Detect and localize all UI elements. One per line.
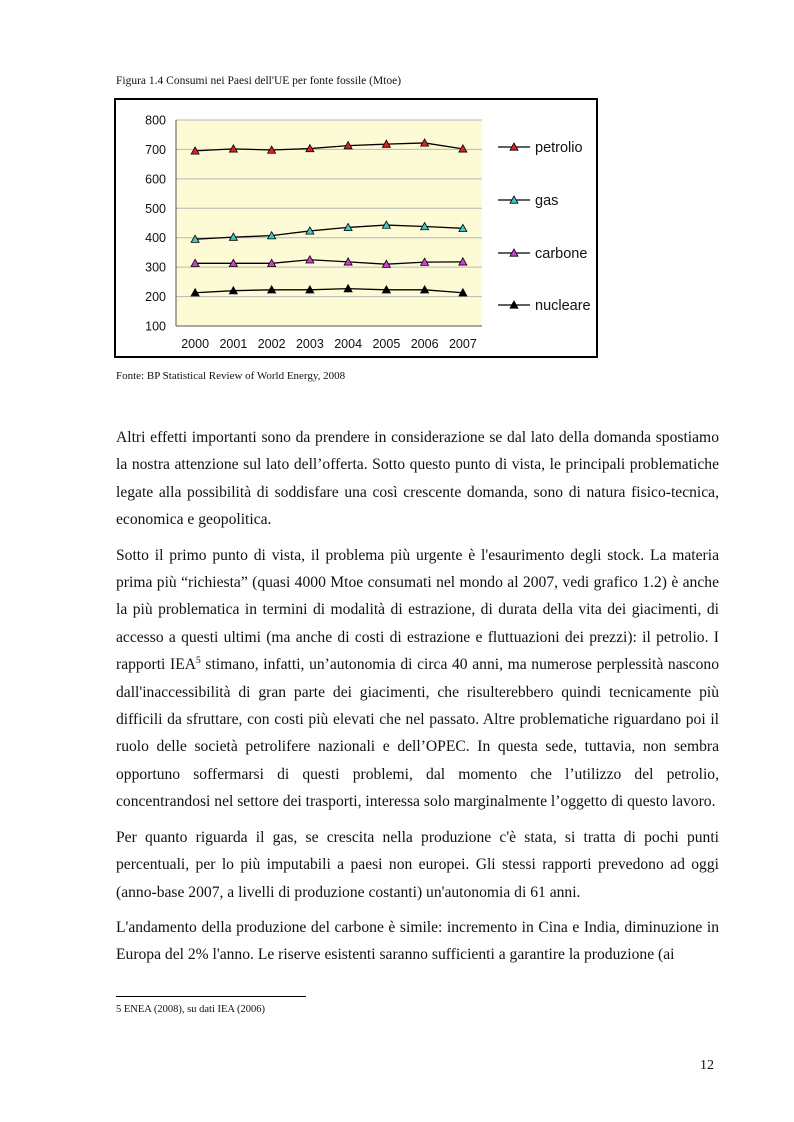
x-tick-label: 2004 <box>334 337 363 351</box>
y-tick-label: 600 <box>145 172 166 187</box>
x-tick-label: 2007 <box>448 337 477 351</box>
paragraph: Per quanto riguarda il gas, se crescita nella produzione c'è stata, si tratta di pochi punti percentuali, per lo più imputabili a paesi non europei. Gli stessi rapporti prevedono ad oggi (anno-base 2007, a livelli di produzione costanti) un'autonomia di 61 anni. <box>116 828 719 901</box>
footnote-divider <box>116 996 306 997</box>
legend-label-carbone: carbone <box>535 246 588 262</box>
plot-area <box>176 120 482 326</box>
y-tick-label: 700 <box>145 142 166 157</box>
legend-label-nucleare: nucleare <box>535 298 591 314</box>
y-tick-label: 100 <box>145 319 166 334</box>
y-tick-label: 500 <box>145 201 166 216</box>
paragraph: Sotto il primo punto di vista, il problema più urgente è l'esaurimento degli stock. La materia prima più “richiesta” (quasi 4000 Mtoe consumati nel mondo al 2007, vedi grafico 1.2) è anche la più problematica in termini di modalità di estrazione, di durata della vita dei giacimenti, di accesso a questi ultimi (ma anche di costi di estrazione e fluttuazioni dei prezzi): il petrolio. I rapporti IEA$^5$ stimano, infatti, un’autonomia di circa 40 anni, ma numerose perplessità nascono dall'inaccessibilità di gran parte dei giacimenti, che risulterebbero quindi tecnicamente più difficili da sfruttare, con costi più elevati che nel passato. Altre problematiche riguardano poi il ruolo delle società petrolifere nazionali e dell’OPEC. In questa sede, tuttavia, non sembra opportuno soffermarsi di questi problemi, dal momento che l’utilizzo del petrolio, concentrandosi nel settore dei trasporti, interessa solo marginalmente l’oggetto di questo lavoro. <box>116 546 719 811</box>
y-tick-label: 300 <box>145 260 166 275</box>
page-number: 12 <box>700 1058 714 1073</box>
x-tick-label: 2001 <box>219 337 248 351</box>
line-chart <box>114 98 598 358</box>
y-tick-label: 400 <box>145 231 166 246</box>
figure-caption: Figura 1.4 Consumi nei Paesi dell'UE per fonte fossile (Mtoe) <box>116 75 402 87</box>
x-tick-label: 2006 <box>410 337 439 351</box>
paragraph: Altri effetti importanti sono da prendere in considerazione se dal lato della domanda spostiamo la nostra attenzione sul lato dell’offerta. Sotto questo punto di vista, le principali problematiche legate alla possibilità di soddisfare una così crescente domanda, sono di natura fisico-tecnica, economica e geopolitica. <box>116 429 719 529</box>
chart-svg <box>116 100 596 356</box>
figure-source: Fonte: BP Statistical Review of World Energy, 2008 <box>116 370 346 382</box>
legend-label-gas: gas <box>535 193 559 209</box>
y-tick-label: 200 <box>145 290 166 305</box>
y-tick-label: 800 <box>145 113 166 128</box>
x-tick-label: 2002 <box>257 337 286 351</box>
footnote-ref: 5 <box>195 656 201 667</box>
footnote: 5 ENEA (2008), su dati IEA (2006) <box>116 1004 266 1015</box>
paragraph: L'andamento della produzione del carbone è simile: incremento in Cina e India, diminuzione in Europa del 2% l'anno. Le riserve esistenti saranno sufficienti a garantire la produzione (ai <box>116 918 719 964</box>
x-tick-label: 2000 <box>181 337 210 351</box>
x-tick-label: 2003 <box>295 337 324 351</box>
x-tick-label: 2005 <box>372 337 401 351</box>
body-text <box>116 424 719 977</box>
legend-label-petrolio: petrolio <box>535 140 583 156</box>
